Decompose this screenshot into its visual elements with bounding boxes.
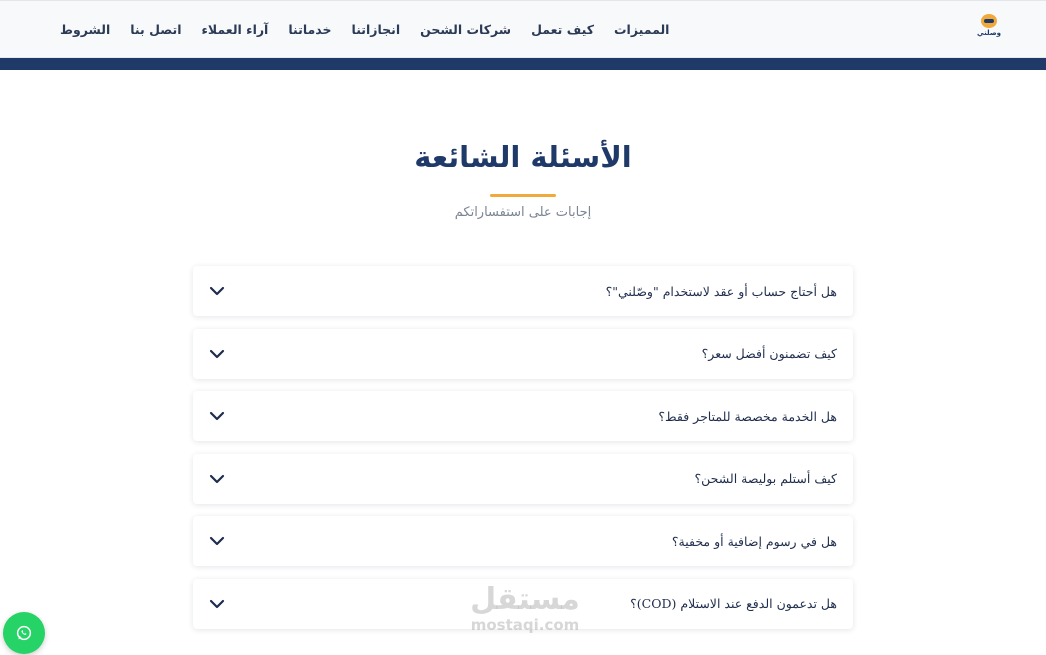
nav-link-services[interactable]: خدماتنا xyxy=(288,22,332,37)
site-logo[interactable] xyxy=(976,14,1002,42)
faq-question: كيف تضمنون أفضل سعر؟ xyxy=(701,346,837,361)
header-band xyxy=(0,58,1046,70)
chevron-down-icon[interactable] xyxy=(207,281,227,301)
faq-item[interactable] xyxy=(193,579,853,629)
faq-item[interactable] xyxy=(193,516,853,566)
nav-link-shipping-companies[interactable]: شركات الشحن xyxy=(420,22,512,37)
faq-subtitle: إجابات على استفساراتكم xyxy=(454,205,592,220)
title-accent-line xyxy=(490,194,556,197)
nav-link-achievements[interactable]: انجازاتنا xyxy=(351,22,401,37)
faq-list xyxy=(193,266,853,641)
watermark-arabic: مستقل xyxy=(470,582,580,617)
faq-question: هل في رسوم إضافية أو مخفية؟ xyxy=(671,533,837,549)
chevron-down-icon[interactable] xyxy=(207,344,227,364)
navbar xyxy=(0,1,1046,58)
logo-icon xyxy=(981,14,997,28)
watermark-latin: mostaqi.com xyxy=(470,616,580,634)
nav-link-terms[interactable]: الشروط xyxy=(60,22,111,37)
faq-item[interactable] xyxy=(193,454,853,504)
faq-item[interactable] xyxy=(193,266,853,316)
whatsapp-icon xyxy=(15,624,33,642)
chevron-down-icon[interactable] xyxy=(207,594,227,614)
chevron-down-icon[interactable] xyxy=(207,531,227,551)
faq-item[interactable] xyxy=(193,329,853,379)
nav-link-contact[interactable]: اتصل بنا xyxy=(130,22,182,37)
faq-question: هل تدعمون الدفع عند الاستلام (COD)؟ xyxy=(630,596,837,611)
nav-link-testimonials[interactable]: آراء العملاء xyxy=(201,22,269,37)
chevron-down-icon[interactable] xyxy=(207,406,227,426)
faq-question: هل الخدمة مخصصة للمتاجر فقط؟ xyxy=(658,408,837,424)
faq-question: كيف أستلم بوليصة الشحن؟ xyxy=(694,471,837,486)
nav-link-features[interactable]: المميزات xyxy=(613,22,670,37)
faq-item[interactable] xyxy=(193,391,853,441)
nav-menu xyxy=(60,1,669,58)
logo-text: وصلني xyxy=(977,29,1001,37)
faq-question: هل أحتاج حساب أو عقد لاستخدام "وصّلني"؟ xyxy=(605,283,837,299)
faq-title: الأسئلة الشائعة xyxy=(414,140,632,174)
nav-link-how-it-works[interactable]: كيف تعمل xyxy=(531,22,594,37)
whatsapp-button[interactable] xyxy=(3,612,45,654)
chevron-down-icon[interactable] xyxy=(207,469,227,489)
